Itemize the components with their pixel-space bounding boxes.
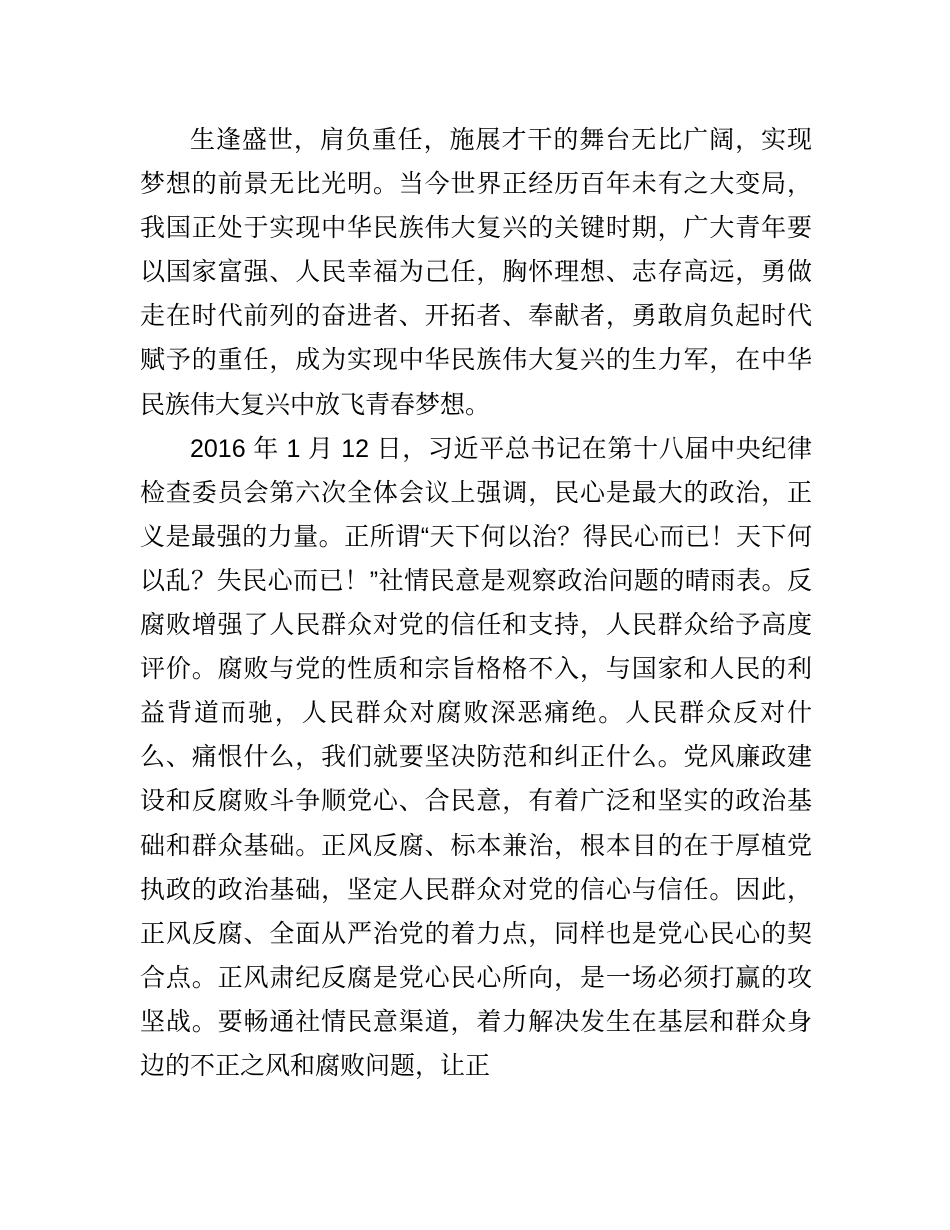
paragraph-anticorruption-speech: 2016 年 1 月 12 日，习近平总书记在第十八届中央纪律检查委员会第六次全体会议上强调，民心是最大的政治，正义是最强的力量。正所谓“天下何以治？得民心而已！天下何以乱？失民心而已！”社情民意是观察政治问题的晴雨表。反腐败增强了人民群众对党的信任和支持，人民群众给予高度评价。腐败与党的性质和宗旨格格不入，与国家和人民的利益背道而驰，人民群众对腐败深恶痛绝。人民群众反对什么、痛恨什么，我们就要坚决防范和纠正什么。党风廉政建设和反腐败斗争顺党心、合民意，有着广泛和坚实的政治基础和群众基础。正风反腐、标本兼治，根本目的在于厚植党执政的政治基础，坚定人民群众对党的信心与信任。因此，正风反腐、全面从严治党的着力点，同样也是党心民心的契合点。正风肃纪反腐是党心民心所向，是一场必须打赢的攻坚战。要畅通社情民意渠道，着力解决发生在基层和群众身边的不正之风和腐败问题，让正 <box>140 434 812 1080</box>
paragraph-youth-mission: 生逢盛世，肩负重任，施展才干的舞台无比广阔，实现梦想的前景无比光明。当今世界正经历百年未有之大变局，我国正处于实现中华民族伟大复兴的关键时期，广大青年要以国家富强、人民幸福为己任，胸怀理想、志存高远，勇做走在时代前列的奋进者、开拓者、奉献者，勇敢肩负起时代赋予的重任，成为实现中华民族伟大复兴的生力军，在中华民族伟大复兴中放飞青春梦想。 <box>140 126 812 419</box>
document-body <box>140 118 812 1088</box>
